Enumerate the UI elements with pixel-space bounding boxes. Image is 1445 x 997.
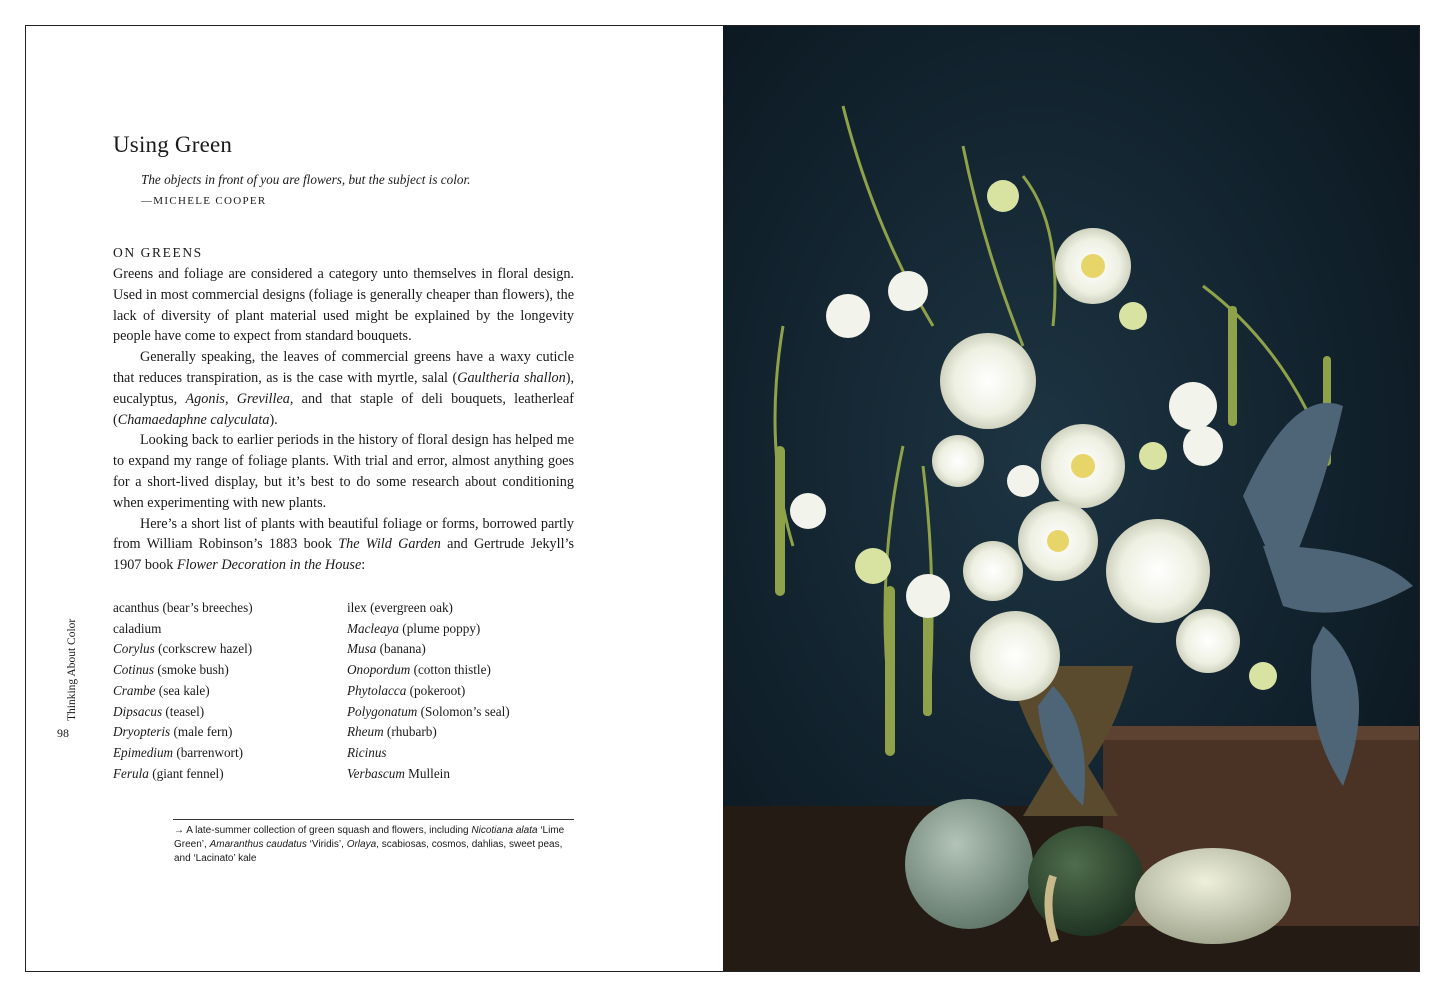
plant-name: Crambe — [113, 682, 156, 698]
body-paragraph: Looking back to earlier periods in the history of floral design has helped me to expand my range of foliage plants. With trial and error, almost anything goes for a short-lived display, but it’s best to do some research about conditioning when experimenting with new plants. — [113, 432, 574, 511]
plant-list-item — [347, 598, 510, 619]
plant-list-item — [113, 722, 253, 743]
plant-list-item — [113, 681, 253, 702]
plant-common-name: (plume poppy) — [402, 620, 481, 636]
plant-name: Corylus — [113, 641, 155, 657]
plant-list-item — [347, 639, 510, 660]
flower-arrangement-photo — [723, 26, 1419, 971]
plant-common-name: (rhubarb) — [386, 724, 437, 740]
plant-list-column-2 — [347, 598, 510, 784]
plant-list-item — [113, 702, 253, 723]
plant-list-item — [347, 764, 510, 785]
plant-common-name: (smoke bush) — [157, 662, 229, 678]
plant-name: Verbascum — [347, 765, 405, 781]
plant-list-item — [347, 660, 510, 681]
plant-name: acanthus — [113, 600, 160, 615]
plant-common-name: (Solomon’s seal) — [420, 703, 510, 719]
plant-common-name: (barrenwort) — [176, 744, 244, 760]
pale-squash — [905, 799, 1033, 929]
running-head: Thinking About Color — [66, 618, 78, 721]
plant-name: Phytolacca — [347, 682, 407, 698]
plant-name: Dipsacus — [113, 703, 163, 719]
plant-common-name: (teasel) — [165, 703, 205, 719]
plant-list-item — [347, 722, 510, 743]
plant-common-name: Mullein — [408, 765, 450, 781]
plant-common-name: (evergreen oak) — [370, 600, 453, 615]
body-paragraph: Greens and foliage are considered a category unto themselves in floral design. Used in most commercial designs (foliage is generally cheaper than flowers), the lack of diversity of plant material used might be explained by the longevity people have come to expect from standard bouquets. — [113, 266, 574, 345]
plant-list-item — [113, 639, 253, 660]
plant-list-item — [113, 660, 253, 681]
section-heading: ON GREENS — [113, 245, 203, 260]
plant-common-name: (bear’s breeches) — [162, 600, 253, 615]
patty-pan-squash — [1135, 848, 1291, 944]
plant-name: Macleaya — [347, 620, 399, 636]
photo-illustration — [723, 26, 1419, 971]
plant-name: Musa — [347, 641, 377, 657]
plant-list-item — [347, 702, 510, 723]
plant-common-name: (corkscrew hazel) — [158, 641, 253, 657]
plant-list-item — [113, 764, 253, 785]
plant-list-item — [347, 743, 510, 764]
page-title: Using Green — [113, 132, 233, 157]
page-number: 98 — [57, 726, 69, 740]
text-page — [26, 26, 723, 971]
plant-name: Epimedium — [113, 744, 174, 760]
caption-rule — [173, 819, 574, 820]
body-paragraph: Here’s a short list of plants with beautiful foliage or forms, borrowed partly from William Robinson’s 1883 book The Wild Garden and Gertrude Jekyll’s 1907 book Flower Decoration in the House: — [113, 515, 574, 574]
plant-name: Ferula — [113, 765, 149, 781]
plant-common-name: (giant fennel) — [152, 765, 224, 781]
plant-name: Dryopteris — [113, 724, 171, 740]
plant-name: Polygonatum — [347, 703, 418, 719]
plant-common-name: (cotton thistle) — [413, 662, 491, 678]
plant-name: caladium — [113, 620, 162, 636]
crate-edge — [1103, 726, 1419, 740]
body-paragraph: Generally speaking, the leaves of commercial greens have a waxy cuticle that reduces transpiration, as is the case with myrtle, salal (Gaultheria shallon), eucalyptus, Agonis, Grevillea, and that staple of deli bouquets, leatherleaf (Chamaedaphne calyculata). — [113, 349, 575, 428]
epigraph-attribution: —MICHELE COOPER — [141, 195, 267, 207]
plant-list-item — [113, 619, 253, 640]
plant-list-item — [113, 598, 253, 619]
plant-common-name: (banana) — [379, 641, 426, 657]
plant-name: ilex — [347, 600, 367, 615]
plant-name: Onopordum — [347, 662, 411, 678]
plant-list-item — [347, 619, 510, 640]
plant-name: Ricinus — [347, 744, 387, 760]
plant-common-name: (male fern) — [173, 724, 233, 740]
epigraph: The objects in front of you are flowers, but the subject is color. — [141, 172, 471, 187]
plant-list-item — [347, 681, 510, 702]
plant-common-name: (sea kale) — [158, 682, 210, 698]
plant-list-item — [113, 743, 253, 764]
plant-name: Cotinus — [113, 662, 155, 678]
body-text — [113, 264, 574, 576]
photo-caption: → A late-summer collection of green squash and flowers, including Nicotiana alata ‘Lime Green’, Amaranthus caudatus ‘Viridis’, Orlaya, scabiosas, cosmos, dahlias, sweet peas, and ‘Lacinato’ kale — [174, 825, 565, 864]
plant-name: Rheum — [347, 724, 384, 740]
book-spread — [25, 25, 1420, 972]
green-squash — [1028, 826, 1144, 936]
plant-list-column-1 — [113, 598, 253, 784]
plant-common-name: (pokeroot) — [409, 682, 466, 698]
